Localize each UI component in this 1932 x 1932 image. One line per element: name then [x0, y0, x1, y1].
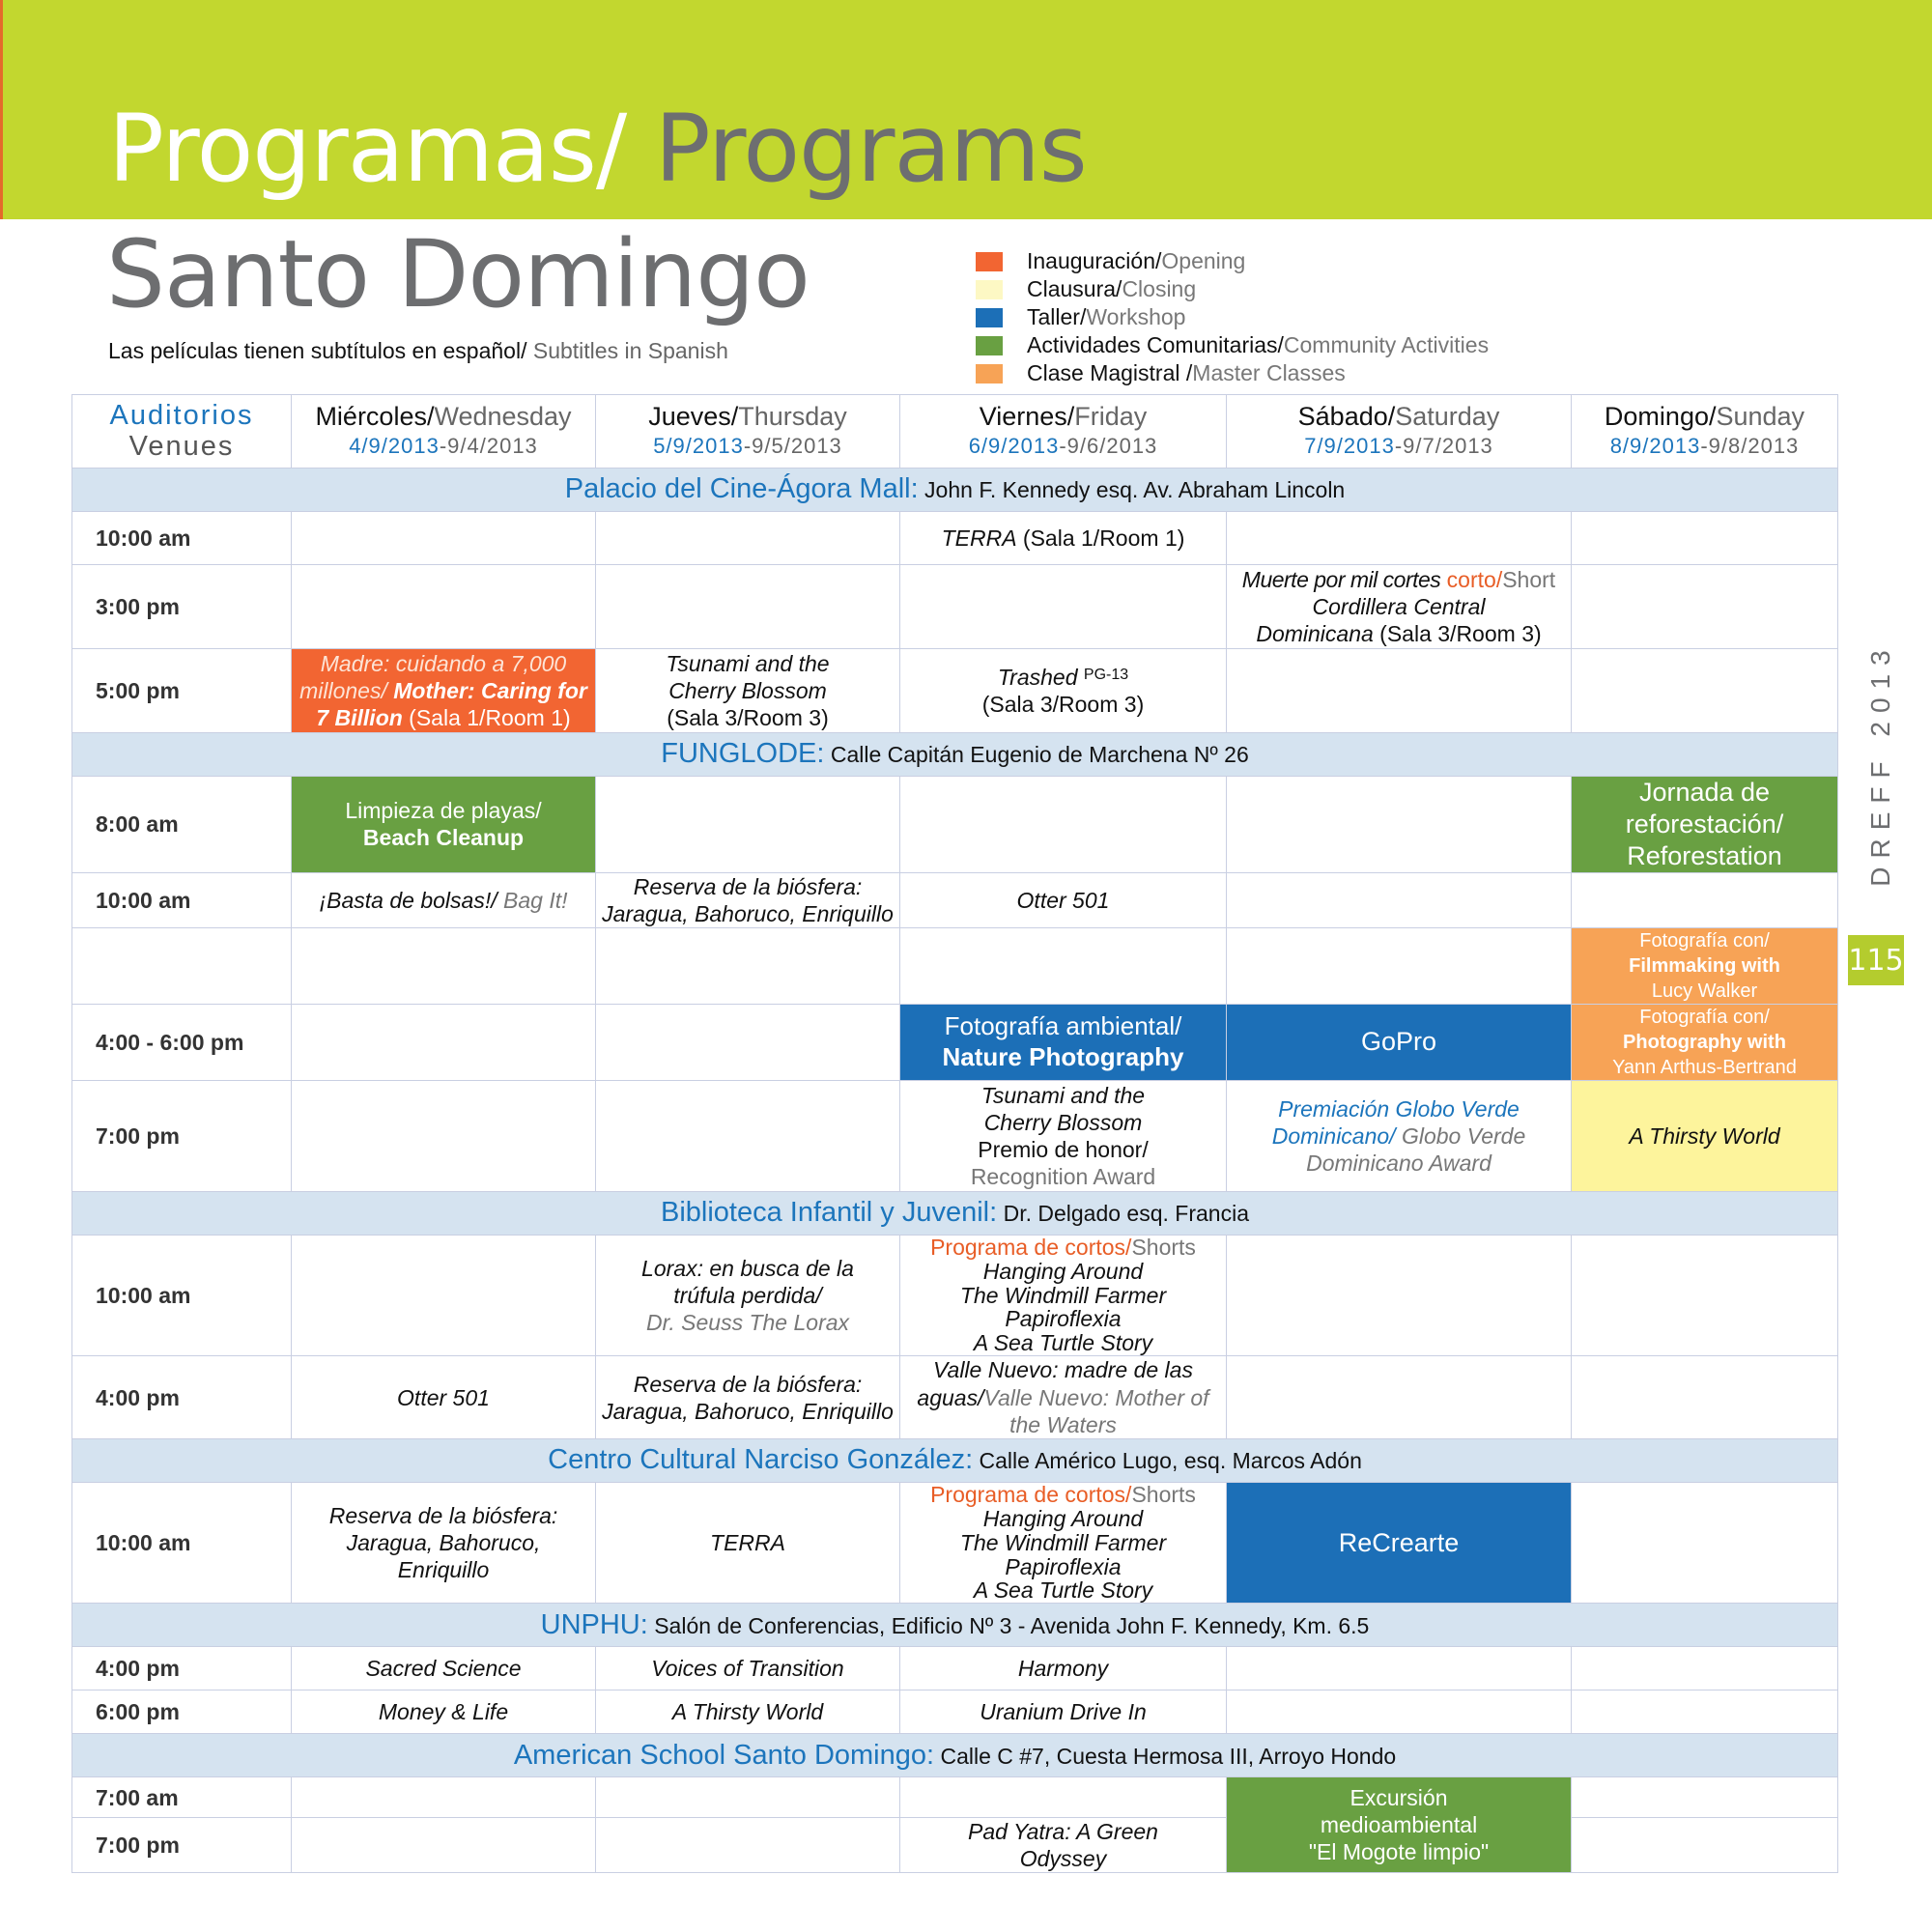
table-row — [72, 1004, 1838, 1080]
event-photography-master-class: Fotografía con/ Photography with Yann Arthus-Bertrand — [1572, 1004, 1838, 1080]
venue-row-biblioteca: Biblioteca Infantil y Juvenil: Dr. Delgado esq. Francia — [72, 1191, 1838, 1235]
time-cell: 7:00 pm — [72, 1818, 292, 1873]
table-row — [72, 1235, 1838, 1355]
table-row — [72, 1080, 1838, 1191]
schedule-table — [71, 394, 1838, 1873]
time-cell: 6:00 pm — [72, 1690, 292, 1734]
day-header-wednesday: Miércoles/Wednesday 4/9/2013-9/4/2013 — [292, 395, 596, 469]
time-cell: 5:00 pm — [72, 649, 292, 733]
table-row — [72, 1647, 1838, 1690]
day-header-saturday: Sábado/Saturday 7/9/2013-9/7/2013 — [1227, 395, 1572, 469]
time-cell: 4:00 pm — [72, 1647, 292, 1690]
time-cell: 10:00 am — [72, 1235, 292, 1355]
event-money-life: Money & Life — [292, 1690, 596, 1734]
time-cell: 8:00 am — [72, 777, 292, 873]
venue-row-centro-cultural: Centro Cultural Narciso González: Calle Américo Lugo, esq. Marcos Adón — [72, 1439, 1838, 1483]
event-filmmaking-master-class: Fotografía con/ Filmmaking with Lucy Walker — [1572, 927, 1838, 1004]
header-row — [72, 395, 1838, 469]
event-harmony: Harmony — [900, 1647, 1227, 1690]
page-number: 115 — [1848, 935, 1904, 985]
event-globo-verde: Premiación Globo Verde Dominicano/ Globo Verde Dominicano Award — [1227, 1080, 1572, 1191]
table-row — [72, 872, 1838, 927]
event-excursion: Excursión medioambiental "El Mogote limpio" — [1227, 1777, 1572, 1873]
side-label: DREFF 2013 — [1865, 641, 1895, 887]
table-row — [72, 1356, 1838, 1439]
legend — [976, 247, 1555, 387]
venue-row-unphu: UNPHU: Salón de Conferencias, Edificio Nº 3 - Avenida John F. Kennedy, Km. 6.5 — [72, 1604, 1838, 1647]
event-voices: Voices of Transition — [596, 1647, 900, 1690]
venue-row-american-school: American School Santo Domingo: Calle C #7, Cuesta Hermosa III, Arroyo Hondo — [72, 1734, 1838, 1777]
event-valle-nuevo: Valle Nuevo: madre de las aguas/Valle Nuevo: Mother of the Waters — [900, 1356, 1227, 1439]
table-row — [72, 649, 1838, 733]
event-beach-cleanup: Limpieza de playas/ Beach Cleanup — [292, 777, 596, 873]
day-header-sunday: Domingo/Sunday 8/9/2013-9/8/2013 — [1572, 395, 1838, 469]
table-row — [72, 1777, 1838, 1818]
table-row — [72, 777, 1838, 873]
subtitle-note: Las películas tienen subtítulos en español/ Subtitles in Spanish — [108, 338, 728, 363]
event-tsunami-award: Tsunami and the Cherry Blossom Premio de honor/ Recognition Award — [900, 1080, 1227, 1191]
event-nature-photography: Fotografía ambiental/ Nature Photography — [900, 1004, 1227, 1080]
event-recrearte: ReCrearte — [1227, 1483, 1572, 1604]
event-reforestation: Jornada de reforestación/ Reforestation — [1572, 777, 1838, 873]
city-title: Santo Domingo — [106, 220, 810, 328]
event-shorts-program: Programa de cortos/Shorts Hanging Around The Windmill Farmer Papiroflexia A Sea Turtle Story — [900, 1235, 1227, 1355]
time-cell: 7:00 pm — [72, 1080, 292, 1191]
event-otter: Otter 501 — [292, 1356, 596, 1439]
event-shorts-program: Programa de cortos/Shorts Hanging Around The Windmill Farmer Papiroflexia A Sea Turtle Story — [900, 1483, 1227, 1604]
event-reserva: Reserva de la biósfera: Jaragua, Bahoruco, Enriquillo — [596, 872, 900, 927]
time-cell: 7:00 am — [72, 1777, 292, 1818]
table-row — [72, 1818, 1838, 1873]
venue-row-palacio: Palacio del Cine-Ágora Mall: John F. Kennedy esq. Av. Abraham Lincoln — [72, 469, 1838, 512]
event-pad-yatra: Pad Yatra: A Green Odyssey — [900, 1818, 1227, 1873]
table-row — [72, 565, 1838, 649]
time-cell: 4:00 - 6:00 pm — [72, 1004, 292, 1080]
legend-master-class: Clase Magistral / Master Classes — [976, 359, 1555, 387]
event-tsunami: Tsunami and the Cherry Blossom (Sala 3/Room 3) — [596, 649, 900, 733]
event-uranium: Uranium Drive In — [900, 1690, 1227, 1734]
legend-closing: Clausura/ Closing — [976, 275, 1555, 303]
day-header-friday: Viernes/Friday 6/9/2013-9/6/2013 — [900, 395, 1227, 469]
legend-community: Actividades Comunitarias/ Community Activities — [976, 331, 1555, 359]
event-reserva: Reserva de la biósfera: Jaragua, Bahoruco, Enriquillo — [292, 1483, 596, 1604]
day-header-thursday: Jueves/Thursday 5/9/2013-9/5/2013 — [596, 395, 900, 469]
table-row — [72, 1690, 1838, 1734]
event-madre-opening: Madre: cuidando a 7,000 millones/ Mother: Caring for 7 Billion (Sala 1/Room 1) — [292, 649, 596, 733]
event-thirsty-world-closing: A Thirsty World — [1572, 1080, 1838, 1191]
time-cell: 3:00 pm — [72, 565, 292, 649]
event-otter: Otter 501 — [900, 872, 1227, 927]
event-trashed: Trashed $^{PG-13}$ (Sala 3/Room 3) — [900, 649, 1227, 733]
venue-row-funglode: FUNGLODE: Calle Capitán Eugenio de Marchena Nº 26 — [72, 733, 1838, 777]
table-row — [72, 1483, 1838, 1604]
event-muerte-cordillera: Muerte por mil cortes corto/Short Cordillera Central Dominicana (Sala 3/Room 3) — [1227, 565, 1572, 649]
event-terra: TERRA — [596, 1483, 900, 1604]
event-lorax: Lorax: en busca de la trúfula perdida/ Dr. Seuss The Lorax — [596, 1235, 900, 1355]
legend-workshop: Taller/ Workshop — [976, 303, 1555, 331]
event-thirsty-world: A Thirsty World — [596, 1690, 900, 1734]
event-reserva: Reserva de la biósfera: Jaragua, Bahoruco, Enriquillo — [596, 1356, 900, 1439]
table-row — [72, 927, 1838, 1004]
page-title: Programas/ Programs — [108, 95, 1087, 203]
venues-header: Auditorios Venues — [72, 395, 292, 469]
event-sacred-science: Sacred Science — [292, 1647, 596, 1690]
time-cell: 10:00 am — [72, 512, 292, 565]
event-bag-it: ¡Basta de bolsas!/ Bag It! — [292, 872, 596, 927]
time-cell: 10:00 am — [72, 1483, 292, 1604]
event-gopro: GoPro — [1227, 1004, 1572, 1080]
legend-opening: Inauguración/ Opening — [976, 247, 1555, 275]
event-terra: TERRA (Sala 1/Room 1) — [900, 512, 1227, 565]
time-cell: 4:00 pm — [72, 1356, 292, 1439]
time-cell: 10:00 am — [72, 872, 292, 927]
table-row — [72, 512, 1838, 565]
